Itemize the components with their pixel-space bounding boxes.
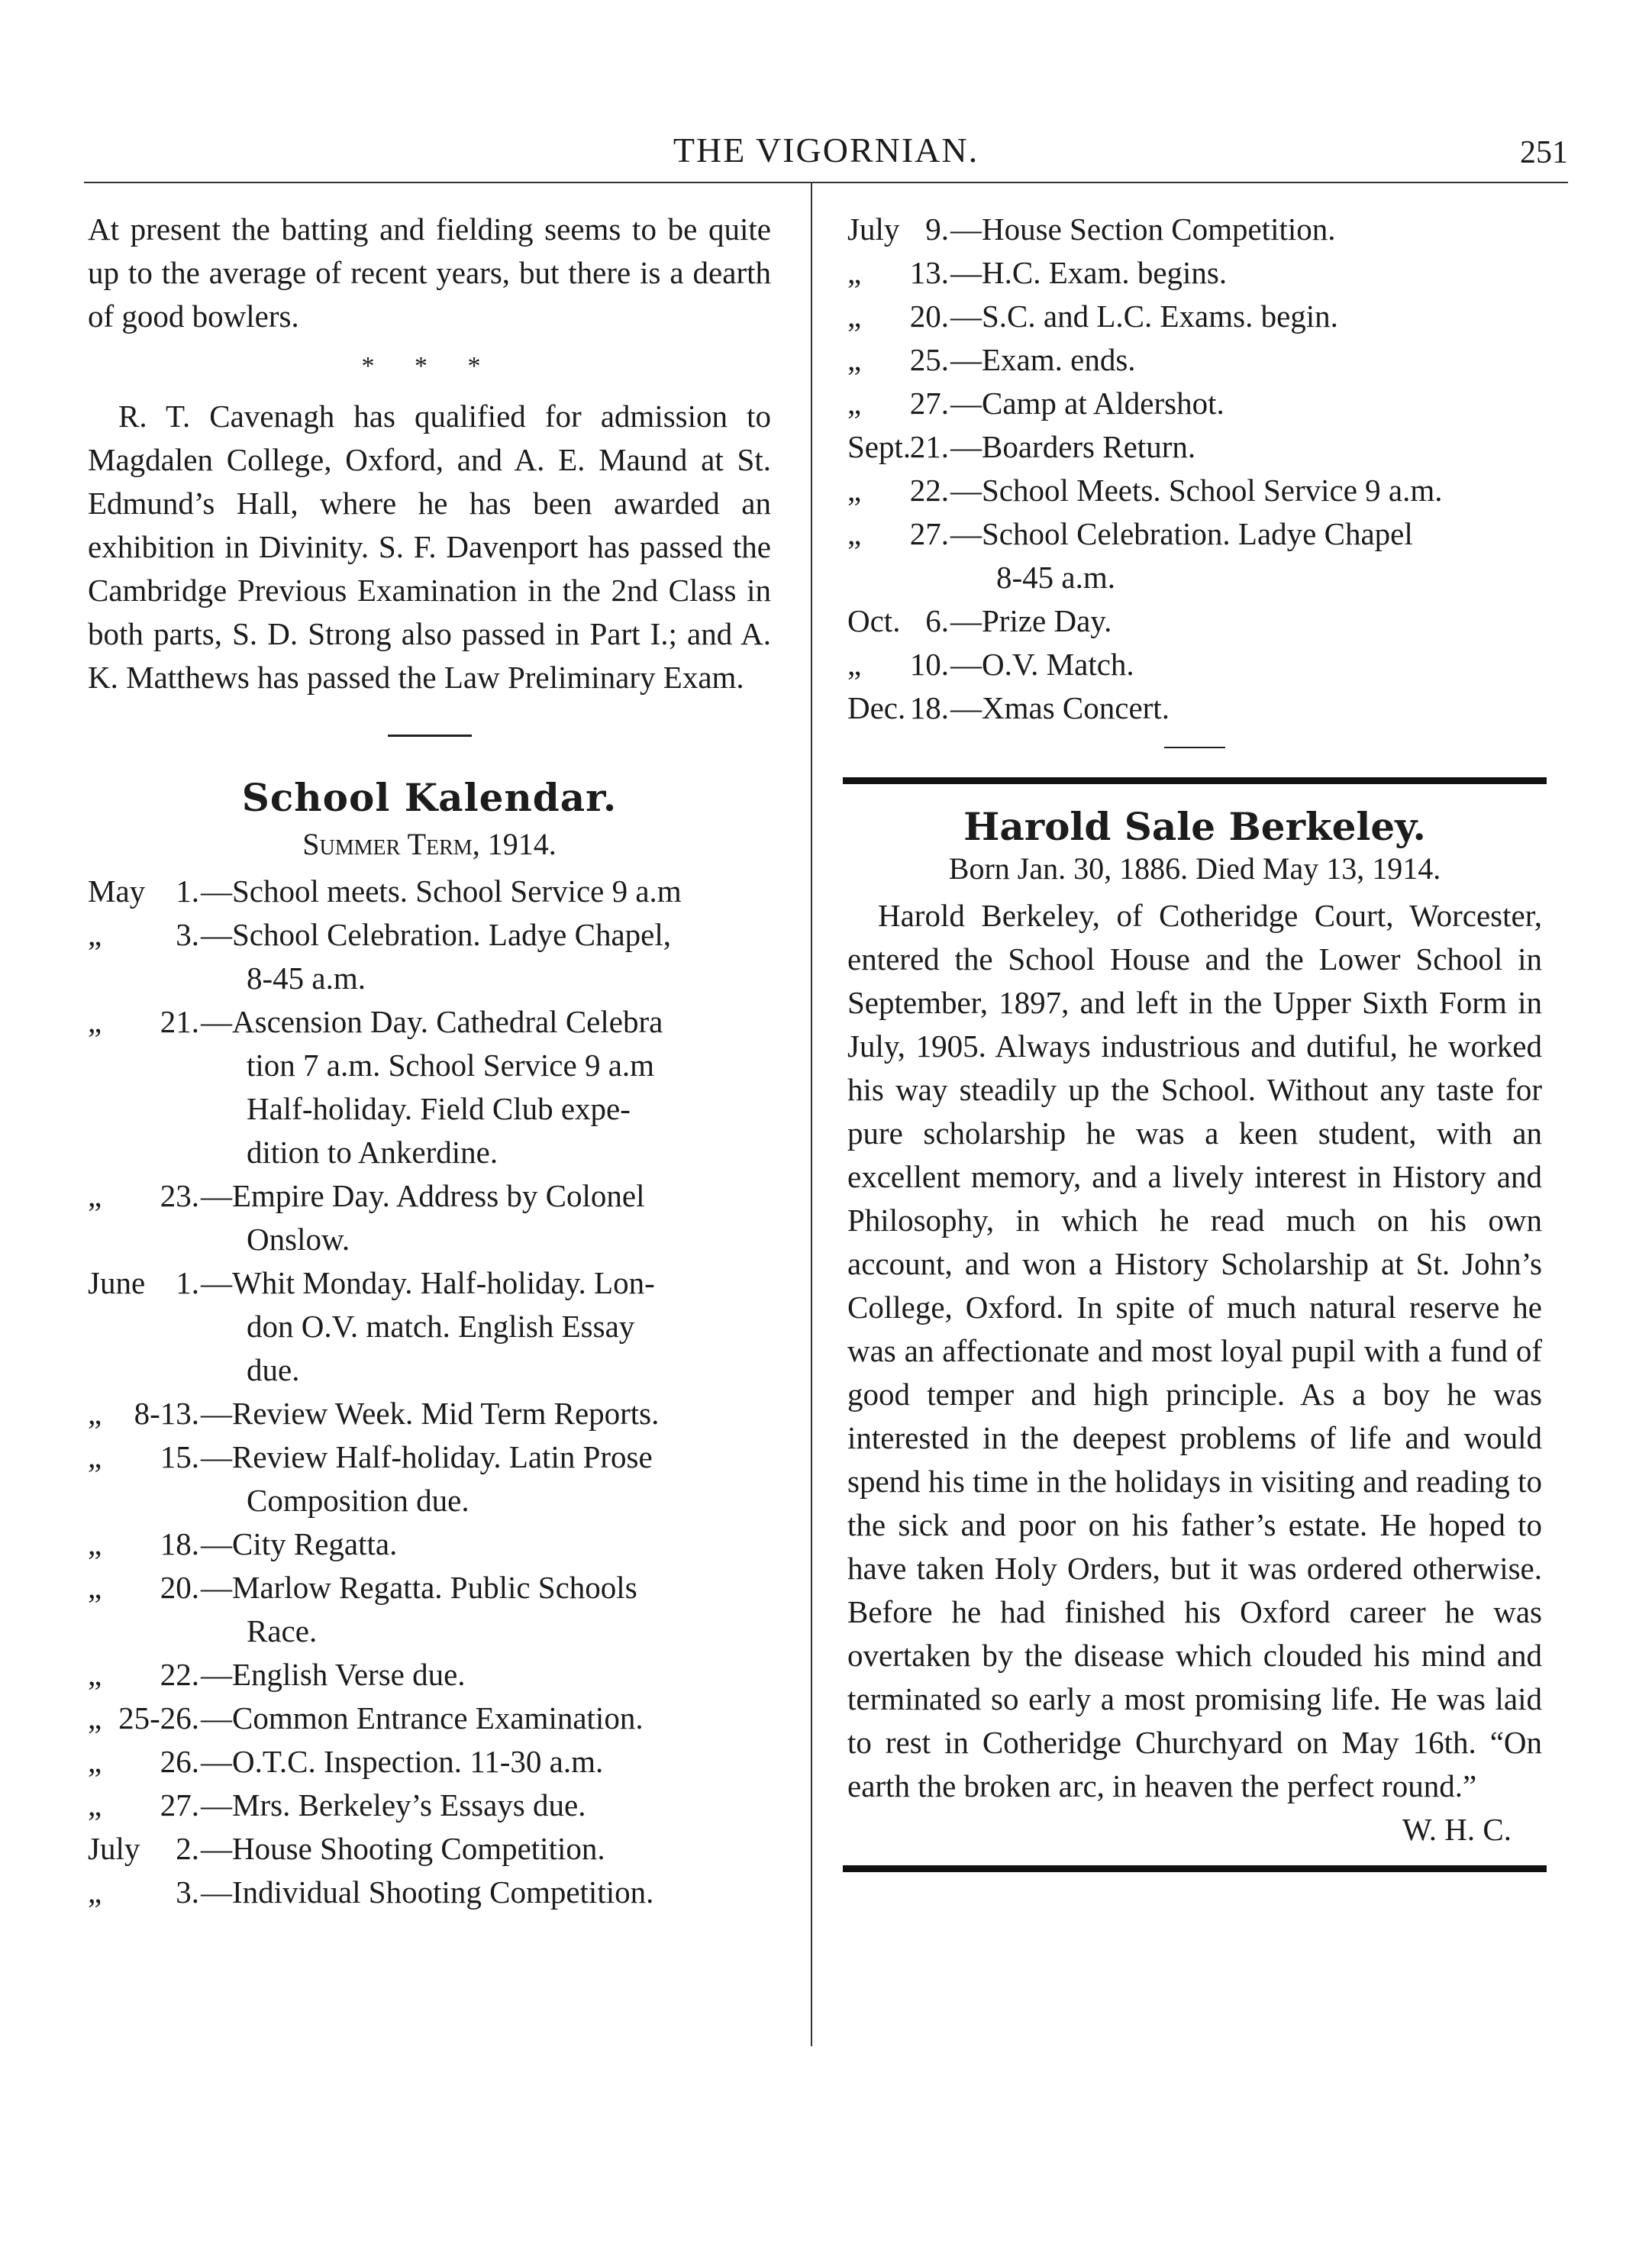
calendar-entry [88, 1697, 771, 1740]
page-number: 251 [1520, 135, 1568, 170]
calendar-event-text: —House Section Competition. [950, 211, 1336, 247]
calendar-entry-body [160, 1566, 771, 1653]
calendar-entry [88, 1522, 771, 1566]
calendar-month: „ [847, 299, 862, 334]
calendar-day: 13. [909, 255, 949, 290]
calendar-entry-body [909, 295, 1542, 338]
calendar-entry [88, 870, 771, 913]
calendar-event-text: —Review Week. Mid Term Reports. [201, 1396, 660, 1431]
calendar-entry-body [160, 1174, 771, 1261]
calendar-day: 20. [909, 299, 949, 334]
calendar-entry [847, 512, 1542, 599]
calendar-day: 27. [160, 1787, 199, 1823]
calendar-entry-body [160, 1000, 771, 1174]
calendar-day: 2. [176, 1831, 199, 1866]
calendar-entry-body [925, 599, 1542, 643]
calendar-month: „ [88, 1004, 102, 1039]
calendar-entry [88, 1566, 771, 1653]
calendar-entry-body [909, 643, 1542, 686]
calendar-month: May [88, 873, 146, 909]
calendar-entry [847, 382, 1542, 425]
calendar-day: 10. [909, 647, 949, 682]
column-divider [811, 183, 812, 2046]
calendar-month: „ [88, 1744, 102, 1779]
calendar-entry [88, 1827, 771, 1871]
calendar-entry [847, 469, 1542, 512]
calendar-entry [88, 1653, 771, 1697]
calendar-entry-body [176, 1827, 771, 1871]
news-paragraph: R. T. Cavenagh has qualified for admission to Magdalen College, Oxford, and A. E. Maund at St. Edmund’s Hall, where he has been awarded an exhibition in Divinity. S. F. Davenport has passed the Cambridge Previous Examination in the 2nd Class in both parts, S. D. Strong also passed in Part I.; and A. K. Matthews has passed the Law Preliminary Exam. [88, 399, 771, 695]
calendar-entry-body [176, 1261, 771, 1392]
calendar-event-text: —School Celebration. Ladye Chapel, [201, 917, 671, 952]
calendar-month: July [847, 211, 900, 247]
calendar-day: 3. [176, 917, 199, 952]
calendar-event-text: —H.C. Exam. begins. [950, 255, 1228, 290]
calendar-month: „ [847, 255, 862, 290]
section-rule [388, 735, 472, 737]
calendar-entry-body [909, 425, 1542, 469]
calendar-month: „ [88, 1787, 102, 1823]
obituary-text: Harold Berkeley, of Cotheridge Court, Worcester, entered the School House and the Lower School in September, 1897, and left in the Upper Sixth Form in July, 1905. Always industrious and dutiful, he worked his way steadily up the School. Without any taste for pure scholarship he was a keen student, with an excellent memory, and a lively interest in History and Philosophy, in which he read much on his own account, and won a History Scholarship at St. John’s College, Oxford. In spite of much natural reserve he was an affectionate and most loyal pupil with a fund of good temper and high principle. As a boy he was interested in the deepest problems of life and would spend his time in the holidays in visiting and reading to the sick and poor on his father’s estate. He hoped to have taken Holy Orders, but it was ordered otherwise. Before he had finished his Oxford career he was overtaken by the disease which clouded his mind and terminated so early a most promising life. He was laid to rest in Cotheridge Churchyard on May 16th. “On earth the broken arc, in heaven the perfect round.” [847, 898, 1542, 1803]
calendar-entry-body [176, 870, 771, 913]
calendar-event-text: —Ascension Day. Cathedral Celebra [201, 1004, 663, 1039]
calendar-entry [88, 1784, 771, 1827]
calendar-entry-body [160, 1740, 771, 1784]
calendar-event-text: —School Celebration. Ladye Chapel [950, 516, 1413, 551]
calendar-month: Oct. [847, 603, 901, 638]
calendar-event-text: —City Regatta. [201, 1526, 398, 1561]
calendar-day: 8-13. [134, 1396, 199, 1431]
obituary-body [847, 894, 1542, 1847]
calendar-entry-body [909, 338, 1542, 382]
left-column [88, 208, 771, 1914]
section-rule-right [1164, 747, 1225, 748]
calendar-day: 15. [160, 1439, 199, 1474]
calendar-month: „ [88, 1526, 102, 1561]
running-title: THE VIGORNIAN. [673, 131, 979, 170]
calendar-event-text: —Marlow Regatta. Public Schools [201, 1570, 637, 1605]
calendar-month: „ [88, 917, 102, 952]
calendar-entry [847, 338, 1542, 382]
calendar-month: „ [88, 1396, 102, 1431]
calendar-entry-body [160, 1522, 771, 1566]
calendar-entry [88, 1174, 771, 1261]
calendar-day: 3. [176, 1874, 199, 1910]
calendar-event-text: don O.V. match. English Essay [247, 1309, 635, 1344]
calendar-entry-body [118, 1697, 771, 1740]
calendar-entry-body [134, 1392, 771, 1435]
calendar-event-text: —School Meets. School Service 9 a.m. [950, 473, 1443, 508]
calendar-month: „ [88, 1439, 102, 1474]
calendar-month: „ [847, 386, 862, 421]
calendar-event-text: —Prize Day. [950, 603, 1112, 638]
calendar-entry-body [909, 382, 1542, 425]
calendar-month: „ [88, 1874, 102, 1910]
calendar-entry-body [176, 913, 771, 1000]
calendar-title: School Kalendar. [241, 775, 618, 820]
calendar-day: 9. [925, 211, 949, 247]
obituary-dates: Born Jan. 30, 1886. Died May 13, 1914. [948, 851, 1441, 886]
calendar-entry [847, 208, 1542, 251]
calendar-entry-body [160, 1653, 771, 1697]
calendar-month: „ [88, 1700, 102, 1735]
calendar-entry-body [160, 1435, 771, 1522]
calendar-event-text: —Xmas Concert. [950, 690, 1170, 725]
calendar-list-right [847, 208, 1542, 730]
calendar-day: 27. [909, 516, 949, 551]
calendar-day: 25. [909, 342, 949, 377]
calendar-day: 21. [909, 429, 949, 464]
calendar-entry [847, 643, 1542, 686]
obituary-title: Harold Sale Berkeley. [963, 804, 1426, 849]
header-rule [84, 182, 1568, 183]
calendar-day: 23. [160, 1178, 199, 1213]
obituary-signature: W. H. C. [1402, 1812, 1512, 1847]
asterisk-separator: * * * [361, 352, 498, 380]
calendar-month: „ [847, 473, 862, 508]
page-header [84, 130, 1568, 176]
calendar-entry [847, 295, 1542, 338]
calendar-event-text: Half-holiday. Field Club expe- [247, 1091, 631, 1126]
calendar-entry-body [909, 251, 1542, 295]
cricket-paragraph: At present the batting and fielding seems to be quite up to the average of recent years, but there is a dearth of good bowlers. [88, 211, 771, 334]
calendar-event-text: —House Shooting Competition. [201, 1831, 605, 1866]
calendar-event-text: 8-45 a.m. [247, 961, 366, 996]
calendar-event-text: —Boarders Return. [950, 429, 1196, 464]
calendar-month: „ [847, 647, 862, 682]
calendar-event-text: —Review Half-holiday. Latin Prose [201, 1439, 653, 1474]
calendar-month: Dec. [847, 690, 906, 725]
calendar-entry [88, 1261, 771, 1392]
calendar-event-text: —Common Entrance Examination. [201, 1700, 644, 1735]
calendar-entry [847, 251, 1542, 295]
calendar-event-text: —Individual Shooting Competition. [201, 1874, 654, 1910]
calendar-event-text: —S.C. and L.C. Exams. begin. [950, 299, 1338, 334]
calendar-entry-body [160, 1784, 771, 1827]
calendar-entry [847, 599, 1542, 643]
calendar-day: 18. [909, 690, 949, 725]
calendar-entry-body [909, 512, 1542, 599]
calendar-day: 20. [160, 1570, 199, 1605]
calendar-event-text: Onslow. [247, 1222, 350, 1257]
calendar-event-text: —Whit Monday. Half-holiday. Lon- [201, 1265, 655, 1300]
calendar-month: Sept. [847, 429, 912, 464]
calendar-event-text: —Mrs. Berkeley’s Essays due. [201, 1787, 586, 1823]
calendar-entry-body [909, 469, 1542, 512]
obituary-top-rule [843, 777, 1547, 784]
calendar-entry [88, 1000, 771, 1174]
calendar-entry [88, 913, 771, 1000]
calendar-list-left [88, 870, 771, 1914]
calendar-entry [847, 425, 1542, 469]
calendar-entry [88, 1435, 771, 1522]
term-subtitle: Summer Term, 1914. [302, 827, 557, 861]
calendar-month: „ [88, 1657, 102, 1692]
calendar-event-text: dition to Ankerdine. [247, 1135, 499, 1170]
calendar-day: 26. [160, 1744, 199, 1779]
right-column [847, 208, 1542, 1872]
calendar-month: „ [847, 342, 862, 377]
calendar-day: 27. [909, 386, 949, 421]
calendar-event-text: 8-45 a.m. [996, 560, 1115, 595]
calendar-day: 6. [925, 603, 949, 638]
calendar-month: July [88, 1831, 140, 1866]
calendar-month: June [88, 1265, 146, 1300]
calendar-entry [88, 1871, 771, 1914]
calendar-entry [88, 1740, 771, 1784]
calendar-entry-body [925, 208, 1542, 251]
calendar-day: 1. [176, 873, 199, 909]
calendar-event-text: —Empire Day. Address by Colonel [201, 1178, 645, 1213]
calendar-event-text: —School meets. School Service 9 a.m [201, 873, 682, 909]
calendar-day: 1. [176, 1265, 199, 1300]
calendar-event-text: —English Verse due. [201, 1657, 466, 1692]
calendar-day: 22. [909, 473, 949, 508]
calendar-day: 25-26. [118, 1700, 199, 1735]
calendar-month: „ [847, 516, 862, 551]
calendar-month: „ [88, 1570, 102, 1605]
calendar-event-text: —O.T.C. Inspection. 11-30 a.m. [201, 1744, 604, 1779]
calendar-entry [88, 1392, 771, 1435]
obituary-bottom-rule [843, 1865, 1547, 1872]
calendar-event-text: Race. [247, 1613, 318, 1648]
calendar-event-text: —Exam. ends. [950, 342, 1136, 377]
calendar-event-text: due. [247, 1352, 300, 1387]
calendar-event-text: —Camp at Aldershot. [950, 386, 1224, 421]
calendar-day: 22. [160, 1657, 199, 1692]
calendar-entry-body [909, 686, 1542, 730]
calendar-month: „ [88, 1178, 102, 1213]
calendar-day: 18. [160, 1526, 199, 1561]
calendar-entry-body [176, 1871, 771, 1914]
calendar-entry [847, 686, 1542, 730]
calendar-event-text: tion 7 a.m. School Service 9 a.m [247, 1048, 655, 1083]
calendar-event-text: —O.V. Match. [950, 647, 1134, 682]
calendar-day: 21. [160, 1004, 199, 1039]
calendar-event-text: Composition due. [247, 1483, 469, 1518]
